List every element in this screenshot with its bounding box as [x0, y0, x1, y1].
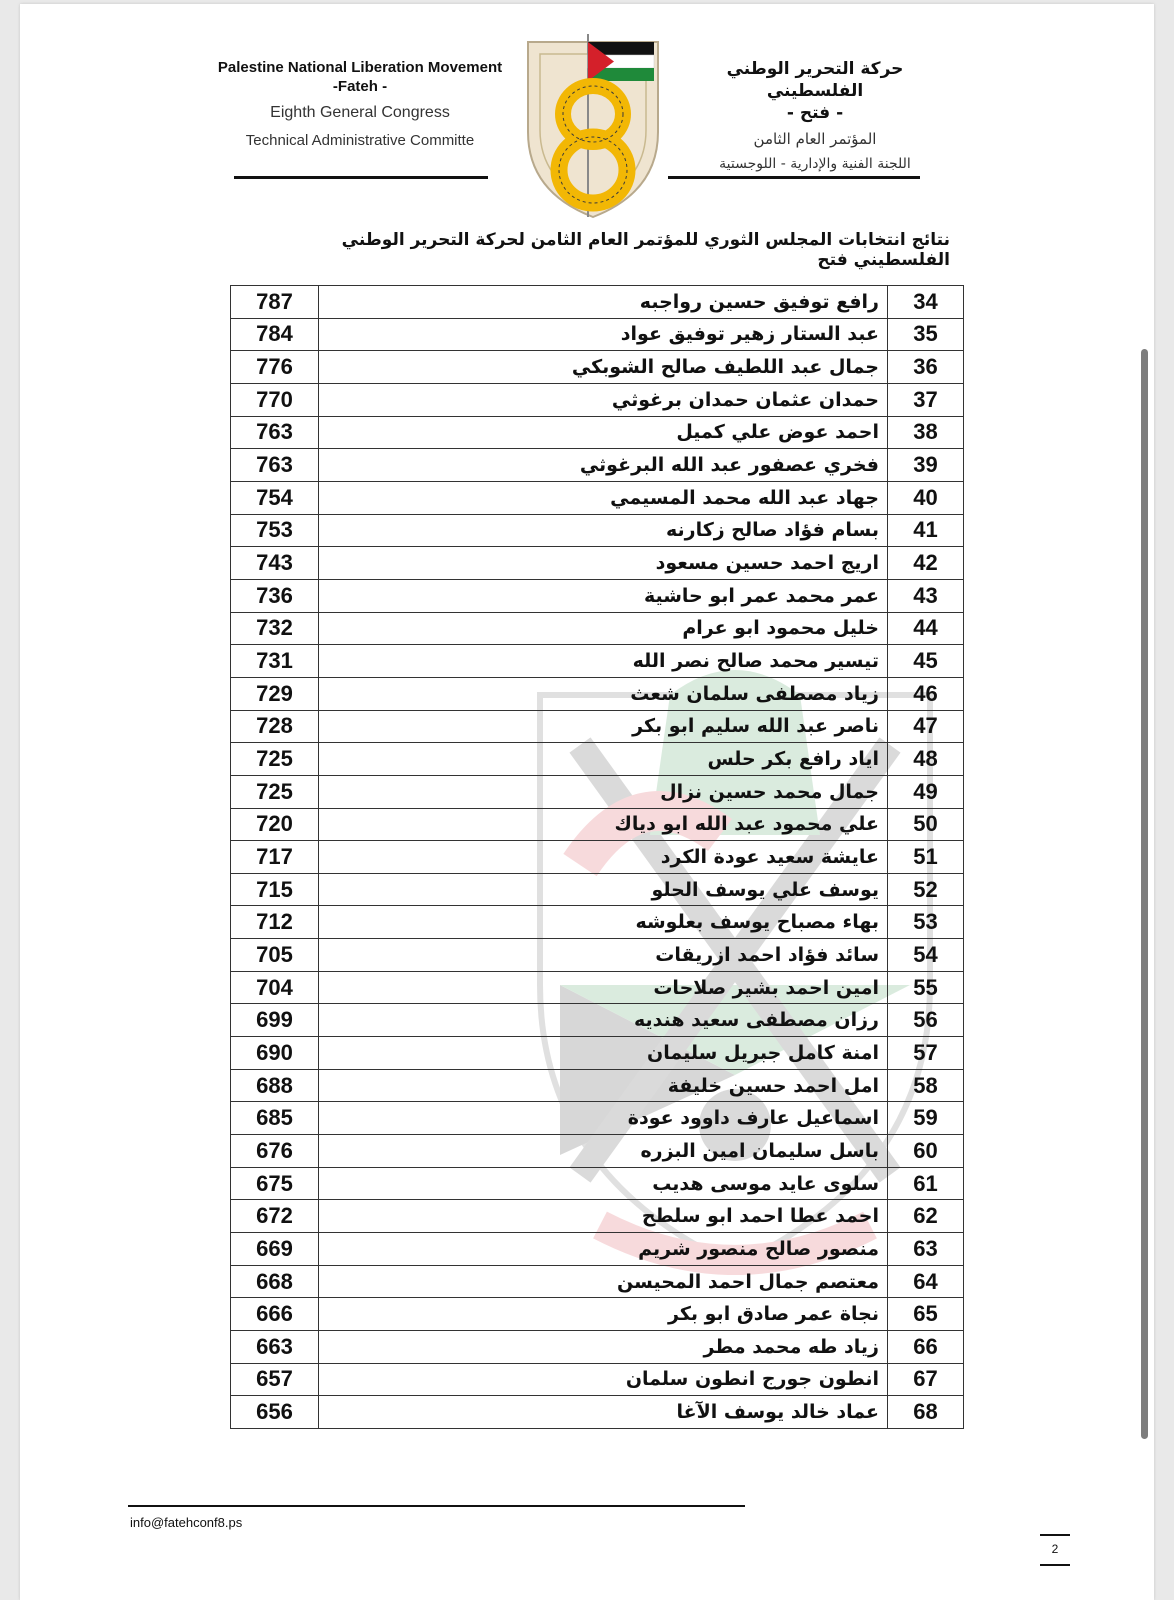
row-name: يوسف علي يوسف الحلو	[319, 873, 888, 906]
row-name: رزان مصطفى سعيد هنديه	[319, 1004, 888, 1037]
table-row	[231, 547, 964, 580]
row-votes: 763	[231, 416, 319, 449]
committee-ar: اللجنة الفنية والإدارية - اللوجستية	[719, 156, 911, 172]
row-name: علي محمود عبد الله ابو دياك	[319, 808, 888, 841]
header-rule-right	[668, 176, 920, 179]
row-name: انطون جورج انطون سلمان	[319, 1363, 888, 1396]
row-name: تيسير محمد صالح نصر الله	[319, 645, 888, 678]
header-arabic	[680, 58, 950, 172]
row-votes: 731	[231, 645, 319, 678]
table-row	[231, 841, 964, 874]
row-number: 37	[888, 383, 964, 416]
row-number: 51	[888, 841, 964, 874]
row-number: 44	[888, 612, 964, 645]
row-name: زياد طه محمد مطر	[319, 1331, 888, 1364]
row-votes: 712	[231, 906, 319, 939]
row-name: عمر محمد عمر ابو حاشية	[319, 579, 888, 612]
page-number	[1040, 1534, 1070, 1566]
table-row	[231, 808, 964, 841]
table-row	[231, 612, 964, 645]
congress-en: Eighth General Congress	[270, 104, 450, 121]
row-number: 50	[888, 808, 964, 841]
footer-email[interactable]: info@fatehconf8.ps	[130, 1515, 243, 1530]
row-number: 35	[888, 318, 964, 351]
row-number: 47	[888, 710, 964, 743]
row-number: 66	[888, 1331, 964, 1364]
row-votes: 770	[231, 383, 319, 416]
table-row	[231, 743, 964, 776]
row-number: 67	[888, 1363, 964, 1396]
table-row	[231, 971, 964, 1004]
footer-rule	[128, 1505, 745, 1507]
org-name-en: Palestine National Liberation Movement	[217, 59, 503, 76]
congress-logo	[518, 22, 668, 222]
row-votes: 688	[231, 1069, 319, 1102]
table-row	[231, 1102, 964, 1135]
row-votes: 720	[231, 808, 319, 841]
table-row	[231, 1167, 964, 1200]
table-row	[231, 1037, 964, 1070]
table-row	[231, 1069, 964, 1102]
table-row	[231, 579, 964, 612]
row-votes: 657	[231, 1363, 319, 1396]
row-votes: 784	[231, 318, 319, 351]
results-table	[230, 285, 964, 1429]
row-name: فخري عصفور عبد الله البرغوثي	[319, 449, 888, 482]
header-english	[210, 58, 510, 149]
row-name: معتصم جمال احمد المحيسن	[319, 1265, 888, 1298]
row-number: 62	[888, 1200, 964, 1233]
table-row	[231, 1135, 964, 1168]
row-votes: 717	[231, 841, 319, 874]
row-votes: 685	[231, 1102, 319, 1135]
row-number: 41	[888, 514, 964, 547]
row-name: سائد فؤاد احمد ازريقات	[319, 939, 888, 972]
row-number: 56	[888, 1004, 964, 1037]
row-votes: 753	[231, 514, 319, 547]
row-number: 42	[888, 547, 964, 580]
row-name: حمدان عثمان حمدان برغوثي	[319, 383, 888, 416]
row-number: 60	[888, 1135, 964, 1168]
table-row	[231, 645, 964, 678]
row-name: عماد خالد يوسف الآغا	[319, 1396, 888, 1429]
row-name: سلوى عايد موسى هديب	[319, 1167, 888, 1200]
row-number: 53	[888, 906, 964, 939]
row-name: رافع توفيق حسين رواجبه	[319, 286, 888, 319]
scrollbar-thumb[interactable]	[1141, 349, 1148, 1439]
row-votes: 663	[231, 1331, 319, 1364]
row-number: 54	[888, 939, 964, 972]
page-number-rule	[1040, 1564, 1070, 1566]
table-row	[231, 1265, 964, 1298]
row-name: اسماعيل عارف داوود عودة	[319, 1102, 888, 1135]
row-number: 36	[888, 351, 964, 384]
row-votes: 676	[231, 1135, 319, 1168]
row-number: 55	[888, 971, 964, 1004]
row-votes: 656	[231, 1396, 319, 1429]
table-row	[231, 939, 964, 972]
row-name: امين احمد بشير صلاحات	[319, 971, 888, 1004]
row-votes: 725	[231, 775, 319, 808]
table-row	[231, 677, 964, 710]
row-votes: 668	[231, 1265, 319, 1298]
row-votes: 787	[231, 286, 319, 319]
row-votes: 754	[231, 481, 319, 514]
row-number: 46	[888, 677, 964, 710]
fateh-en: -Fateh -	[332, 78, 388, 95]
row-name: منصور صالح منصور شريم	[319, 1233, 888, 1266]
row-votes: 699	[231, 1004, 319, 1037]
row-votes: 776	[231, 351, 319, 384]
row-votes: 763	[231, 449, 319, 482]
org-name-ar: حركة التحرير الوطني الفلسطيني	[726, 59, 904, 101]
row-votes: 690	[231, 1037, 319, 1070]
row-votes: 669	[231, 1233, 319, 1266]
row-name: بسام فؤاد صالح زكارنه	[319, 514, 888, 547]
row-number: 63	[888, 1233, 964, 1266]
row-number: 40	[888, 481, 964, 514]
table-row	[231, 416, 964, 449]
row-name: اريج احمد حسين مسعود	[319, 547, 888, 580]
row-votes: 715	[231, 873, 319, 906]
document-title: نتائج انتخابات المجلس الثوري للمؤتمر العام الثامن لحركة التحرير الوطني الفلسطيني فتح	[341, 230, 950, 270]
row-votes: 743	[231, 547, 319, 580]
row-number: 45	[888, 645, 964, 678]
page-number-rule-top	[1040, 1534, 1070, 1536]
row-number: 58	[888, 1069, 964, 1102]
row-name: عبد الستار زهير توفيق عواد	[319, 318, 888, 351]
row-name: احمد عطا احمد ابو سلطح	[319, 1200, 888, 1233]
row-number: 52	[888, 873, 964, 906]
row-name: جهاد عبد الله محمد المسيمي	[319, 481, 888, 514]
row-votes: 704	[231, 971, 319, 1004]
table-row	[231, 1298, 964, 1331]
document-page	[20, 4, 1154, 1600]
row-name: باسل سليمان امين البزره	[319, 1135, 888, 1168]
table-row	[231, 1004, 964, 1037]
row-votes: 672	[231, 1200, 319, 1233]
table-row	[231, 286, 964, 319]
row-number: 49	[888, 775, 964, 808]
table-row	[231, 710, 964, 743]
row-number: 64	[888, 1265, 964, 1298]
row-name: احمد عوض علي كميل	[319, 416, 888, 449]
row-votes: 705	[231, 939, 319, 972]
row-votes: 732	[231, 612, 319, 645]
row-number: 68	[888, 1396, 964, 1429]
row-name: نجاة عمر صادق ابو بكر	[319, 1298, 888, 1331]
row-number: 48	[888, 743, 964, 776]
table-row	[231, 906, 964, 939]
results-table-wrap	[230, 285, 964, 1429]
row-votes: 666	[231, 1298, 319, 1331]
row-name: امنة كامل جبريل سليمان	[319, 1037, 888, 1070]
row-name: خليل محمود ابو عرام	[319, 612, 888, 645]
page-number-value: 2	[1051, 1542, 1059, 1556]
row-name: اياد رافع بكر حلس	[319, 743, 888, 776]
row-number: 34	[888, 286, 964, 319]
row-number: 38	[888, 416, 964, 449]
row-number: 57	[888, 1037, 964, 1070]
row-name: زياد مصطفى سلمان شعث	[319, 677, 888, 710]
table-row	[231, 1331, 964, 1364]
row-votes: 725	[231, 743, 319, 776]
row-name: جمال محمد حسين نزال	[319, 775, 888, 808]
table-row	[231, 318, 964, 351]
table-row	[231, 449, 964, 482]
table-row	[231, 514, 964, 547]
table-row	[231, 1363, 964, 1396]
table-row	[231, 481, 964, 514]
row-name: امل احمد حسين خليفة	[319, 1069, 888, 1102]
row-name: عايشة سعيد عودة الكرد	[319, 841, 888, 874]
row-name: بهاء مصباح يوسف بعلوشه	[319, 906, 888, 939]
row-number: 39	[888, 449, 964, 482]
table-row	[231, 383, 964, 416]
congress-ar: المؤتمر العام الثامن	[753, 130, 877, 148]
table-row	[231, 1233, 964, 1266]
row-name: جمال عبد اللطيف صالح الشوبكي	[319, 351, 888, 384]
row-number: 65	[888, 1298, 964, 1331]
table-row	[231, 1396, 964, 1429]
table-row	[231, 1200, 964, 1233]
header-rule-left	[234, 176, 488, 179]
row-votes: 675	[231, 1167, 319, 1200]
row-votes: 729	[231, 677, 319, 710]
row-name: ناصر عبد الله سليم ابو بكر	[319, 710, 888, 743]
row-votes: 728	[231, 710, 319, 743]
table-row	[231, 873, 964, 906]
fateh-ar: - فتح -	[786, 103, 844, 123]
row-number: 59	[888, 1102, 964, 1135]
table-row	[231, 351, 964, 384]
committee-en: Technical Administrative Committe	[245, 132, 475, 149]
row-votes: 736	[231, 579, 319, 612]
row-number: 43	[888, 579, 964, 612]
table-row	[231, 775, 964, 808]
row-number: 61	[888, 1167, 964, 1200]
